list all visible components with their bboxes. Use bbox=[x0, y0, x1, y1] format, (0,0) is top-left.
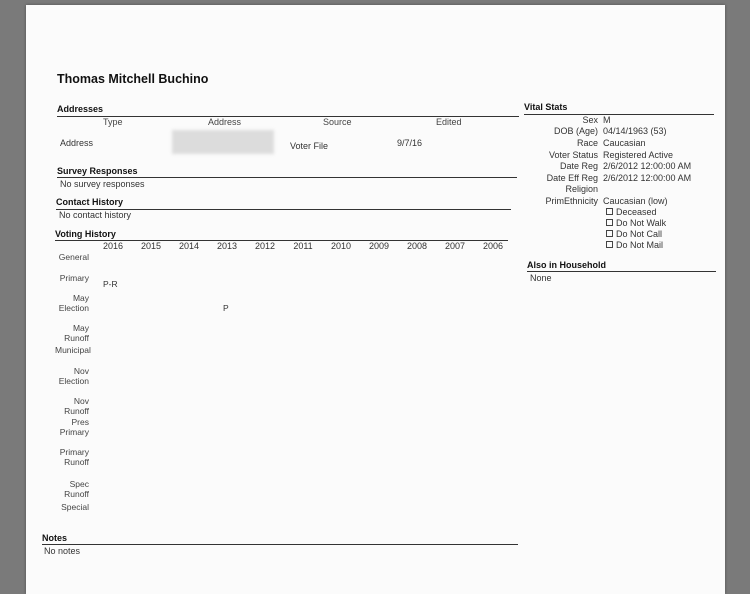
checkbox-deceased-label: Deceased bbox=[616, 207, 657, 217]
vital-label-religion: Religion bbox=[565, 184, 598, 194]
vote-mark-may-election-2013: P bbox=[223, 303, 229, 313]
election-general: General bbox=[58, 252, 89, 262]
election-primary: Primary bbox=[59, 273, 89, 283]
vote-mark-primary-2016: P-R bbox=[103, 279, 118, 289]
notes-heading: Notes bbox=[42, 533, 68, 543]
year-2014: 2014 bbox=[178, 241, 200, 251]
vital-value-race: Caucasian bbox=[603, 138, 646, 148]
address-edited: 9/7/16 bbox=[397, 138, 423, 148]
election-special: Special bbox=[61, 502, 89, 512]
year-2013: 2013 bbox=[216, 241, 238, 251]
checkbox-do-not-mail bbox=[606, 240, 663, 250]
addresses-header-edited: Edited bbox=[436, 117, 462, 127]
year-2008: 2008 bbox=[406, 241, 428, 251]
household-rule bbox=[527, 271, 716, 272]
year-2011: 2011 bbox=[293, 241, 313, 251]
survey-heading: Survey Responses bbox=[57, 166, 138, 176]
vital-label-date-eff-reg: Date Eff Reg bbox=[546, 173, 598, 183]
checkbox-do-not-call-label: Do Not Call bbox=[616, 229, 663, 239]
election-may-election: May Election bbox=[58, 293, 89, 313]
year-2007: 2007 bbox=[444, 241, 466, 251]
checkbox-icon bbox=[606, 230, 613, 237]
voting-heading: Voting History bbox=[55, 229, 116, 239]
election-nov-runoff: Nov Runoff bbox=[64, 396, 89, 416]
vital-label-prim-ethnicity: PrimEthnicity bbox=[545, 196, 598, 206]
checkbox-icon bbox=[606, 208, 613, 215]
redacted-address bbox=[172, 130, 274, 154]
vital-label-dob: DOB (Age) bbox=[553, 126, 598, 136]
addresses-header-type: Type bbox=[103, 117, 123, 127]
addresses-heading: Addresses bbox=[57, 104, 104, 114]
addresses-header-address: Address bbox=[208, 117, 242, 127]
year-2006: 2006 bbox=[482, 241, 504, 251]
addresses-header-source: Source bbox=[323, 117, 352, 127]
notes-rule bbox=[42, 544, 518, 545]
checkbox-do-not-walk bbox=[606, 218, 666, 228]
checkbox-icon bbox=[606, 241, 613, 248]
vital-label-sex: Sex bbox=[582, 115, 598, 125]
household-text: None bbox=[530, 273, 552, 283]
vital-value-sex: M bbox=[603, 115, 611, 125]
year-2015: 2015 bbox=[140, 241, 162, 251]
survey-text: No survey responses bbox=[60, 179, 145, 189]
checkbox-do-not-walk-label: Do Not Walk bbox=[616, 218, 667, 228]
election-nov-election: Nov Election bbox=[58, 366, 89, 386]
checkbox-do-not-call bbox=[606, 229, 662, 239]
person-name: Thomas Mitchell Buchino bbox=[57, 72, 209, 86]
notes-text: No notes bbox=[44, 546, 81, 556]
vital-label-date-reg: Date Reg bbox=[559, 161, 598, 171]
vital-label-race: Race bbox=[576, 138, 598, 148]
document-page bbox=[26, 5, 725, 594]
year-2012: 2012 bbox=[254, 241, 276, 251]
contact-text: No contact history bbox=[59, 210, 132, 220]
checkbox-do-not-mail-label: Do Not Mail bbox=[616, 240, 664, 250]
checkbox-icon bbox=[606, 219, 613, 226]
vital-value-voter-status: Registered Active bbox=[603, 150, 674, 160]
election-spec-runoff: Spec Runoff bbox=[64, 479, 89, 499]
checkbox-deceased bbox=[606, 207, 657, 217]
contact-heading: Contact History bbox=[56, 197, 124, 207]
vital-label-voter-status: Voter Status bbox=[548, 150, 598, 160]
election-may-runoff: May Runoff bbox=[64, 323, 89, 343]
vital-stats-heading: Vital Stats bbox=[524, 102, 568, 112]
address-source: Voter File bbox=[290, 141, 329, 151]
year-2009: 2009 bbox=[368, 241, 390, 251]
vital-value-prim-ethnicity: Caucasian (low) bbox=[603, 196, 668, 206]
vital-value-date-reg: 2/6/2012 12:00:00 AM bbox=[603, 161, 692, 171]
election-primary-runoff: Primary Runoff bbox=[59, 447, 89, 467]
year-2010: 2010 bbox=[330, 241, 352, 251]
vital-value-date-eff-reg: 2/6/2012 12:00:00 AM bbox=[603, 173, 692, 183]
election-pres-primary: Pres Primary bbox=[59, 417, 89, 437]
household-heading: Also in Household bbox=[527, 260, 607, 270]
election-municipal: Municipal bbox=[55, 345, 91, 355]
address-type: Address bbox=[60, 138, 94, 148]
year-2016: 2016 bbox=[102, 241, 124, 251]
vital-value-dob: 04/14/1963 (53) bbox=[603, 126, 667, 136]
survey-rule bbox=[57, 177, 517, 178]
